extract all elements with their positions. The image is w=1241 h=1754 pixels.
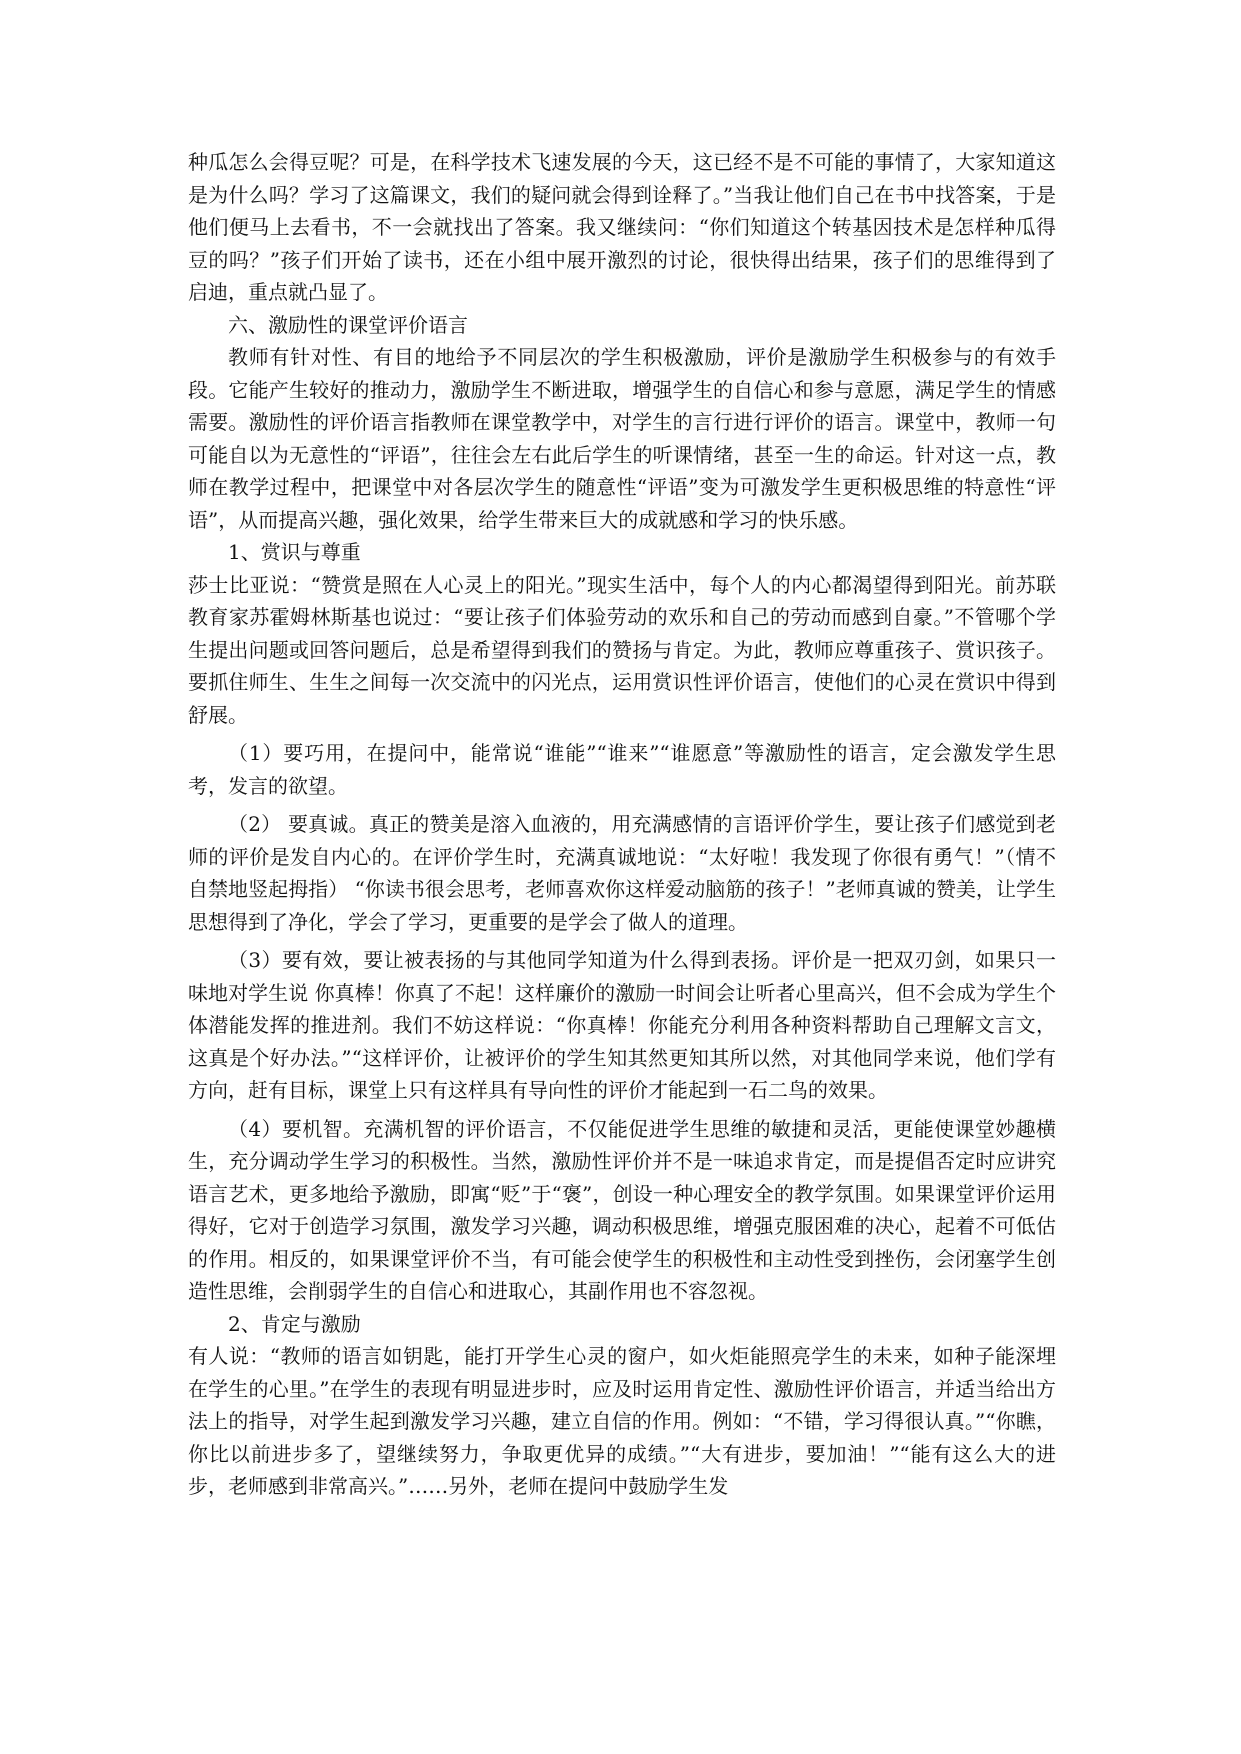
paragraph-intro: 种瓜怎么会得豆呢？可是，在科学技术飞速发展的今天，这已经不是不可能的事情了，大家知道这是为什么吗？学习了这篇课文，我们的疑问就会得到诠释了。”当我让他们自己在书中找答案，于是他们便马上去看书，不一会就找出了答案。我又继续问：“你们知道这个转基因技术是怎样种瓜得豆的吗？”孩子们开始了读书，还在小组中展开激烈的讨论，很快得出结果，孩子们的思维得到了启迪，重点就凸显了。: [188, 150, 1056, 304]
paragraph-key-quote: 有人说：“教师的语言如钥匙，能打开学生心灵的窗户，如火炬能照亮学生的未来，如种子能深埋在学生的心里。”在学生的表现有明显进步时，应及时运用肯定性、激励性评价语言，并适当给出方法上的指导，对学生起到激发学习兴趣，建立自信的作用。例如：“不错，学习得很认真。”“你瞧，你比以前进步多了，望继续努力，争取更优异的成绩。”“大有进步，要加油！”“能有这么大的进步，老师感到非常高兴。”……另外，老师在提问中鼓励学生发: [188, 1344, 1056, 1498]
document-page: [188, 146, 1056, 1503]
paragraph-point-3: （3）要有效，要让被表扬的与其他同学知道为什么得到表扬。评价是一把双刃剑，如果只一味地对学生说 你真棒！你真了不起！这样廉价的激励一时间会让听者心里高兴，但不会成为学生个体潜能发挥的推进剂。我们不妨这样说：“你真棒！你能充分利用各种资料帮助自己理解文言文，这真是个好办法。”“这样评价，让被评价的学生知其然更知其所以然，对其他同学来说，他们学有方向，赶有目标，课堂上只有这样具有导向性的评价才能起到一石二鸟的效果。: [188, 948, 1056, 1102]
paragraph-point-4: （4）要机智。充满机智的评价语言，不仅能促进学生思维的敏捷和灵活，更能使课堂妙趣横生，充分调动学生学习的积极性。当然，激励性评价并不是一味追求肯定，而是提倡否定时应讲究语言艺术，更多地给予激励，即寓“贬”于“褒”，创设一种心理安全的教学氛围。如果课堂评价运用得好，它对于创造学习氛围，激发学习兴趣，调动积极思维，增强克服困难的决心，起着不可低估的作用。相反的，如果课堂评价不当，有可能会使学生的积极性和主动性受到挫伤，会闭塞学生创造性思维，会削弱学生的自信心和进取心，其副作用也不容忽视。: [188, 1116, 1056, 1303]
section-heading-six: 六、激励性的课堂评价语言: [228, 312, 468, 337]
paragraph-shakespeare-quote: 莎士比亚说：“赞赏是照在人心灵上的阳光。”现实生活中，每个人的内心都渴望得到阳光。前苏联教育家苏霍姆林斯基也说过：“要让孩子们体验劳动的欢乐和自己的劳动而感到自豪。”不管哪个学生提出问题或回答问题后，总是希望得到我们的赞扬与肯定。为此，教师应尊重孩子、赏识孩子。要抓住师生、生生之间每一次交流中的闪光点，运用赏识性评价语言，使他们的心灵在赏识中得到舒展。: [188, 572, 1056, 727]
paragraph-point-2: （2） 要真诚。真正的赞美是溶入血液的，用充满感情的言语评价学生，要让孩子们感觉到老师的评价是发自内心的。在评价学生时，充满真诚地说：“太好啦！我发现了你很有勇气！”（情不自禁地竖起拇指） “你读书很会思考，老师喜欢你这样爱动脑筋的孩子！”老师真诚的赞美，让学生思想得到了净化，学会了学习，更重要的是学会了做人的道理。: [188, 812, 1056, 934]
subheading-appreciation-respect: 1、赏识与尊重: [228, 540, 361, 564]
subheading-affirmation-encouragement: 2、肯定与激励: [228, 1311, 361, 1336]
paragraph-incentive-evaluation: 教师有针对性、有目的地给予不同层次的学生积极激励，评价是激励学生积极参与的有效手段。它能产生较好的推动力，激励学生不断进取，增强学生的自信心和参与意愿，满足学生的情感需要。激励性的评价语言指教师在课堂教学中，对学生的言行进行评价的语言。课堂中，教师一句可能自以为无意性的“评语”，往往会左右此后学生的听课情绪，甚至一生的命运。针对这一点，教师在教学过程中，把课堂中对各层次学生的随意性“评语”变为可激发学生更积极思维的特意性“评语”，从而提高兴趣，强化效果，给学生带来巨大的成就感和学习的快乐感。: [188, 345, 1056, 532]
paragraph-point-1: （1）要巧用，在提问中，能常说“谁能”“谁来”“谁愿意”等激励性的语言，定会激发学生思考，发言的欲望。: [188, 741, 1056, 798]
